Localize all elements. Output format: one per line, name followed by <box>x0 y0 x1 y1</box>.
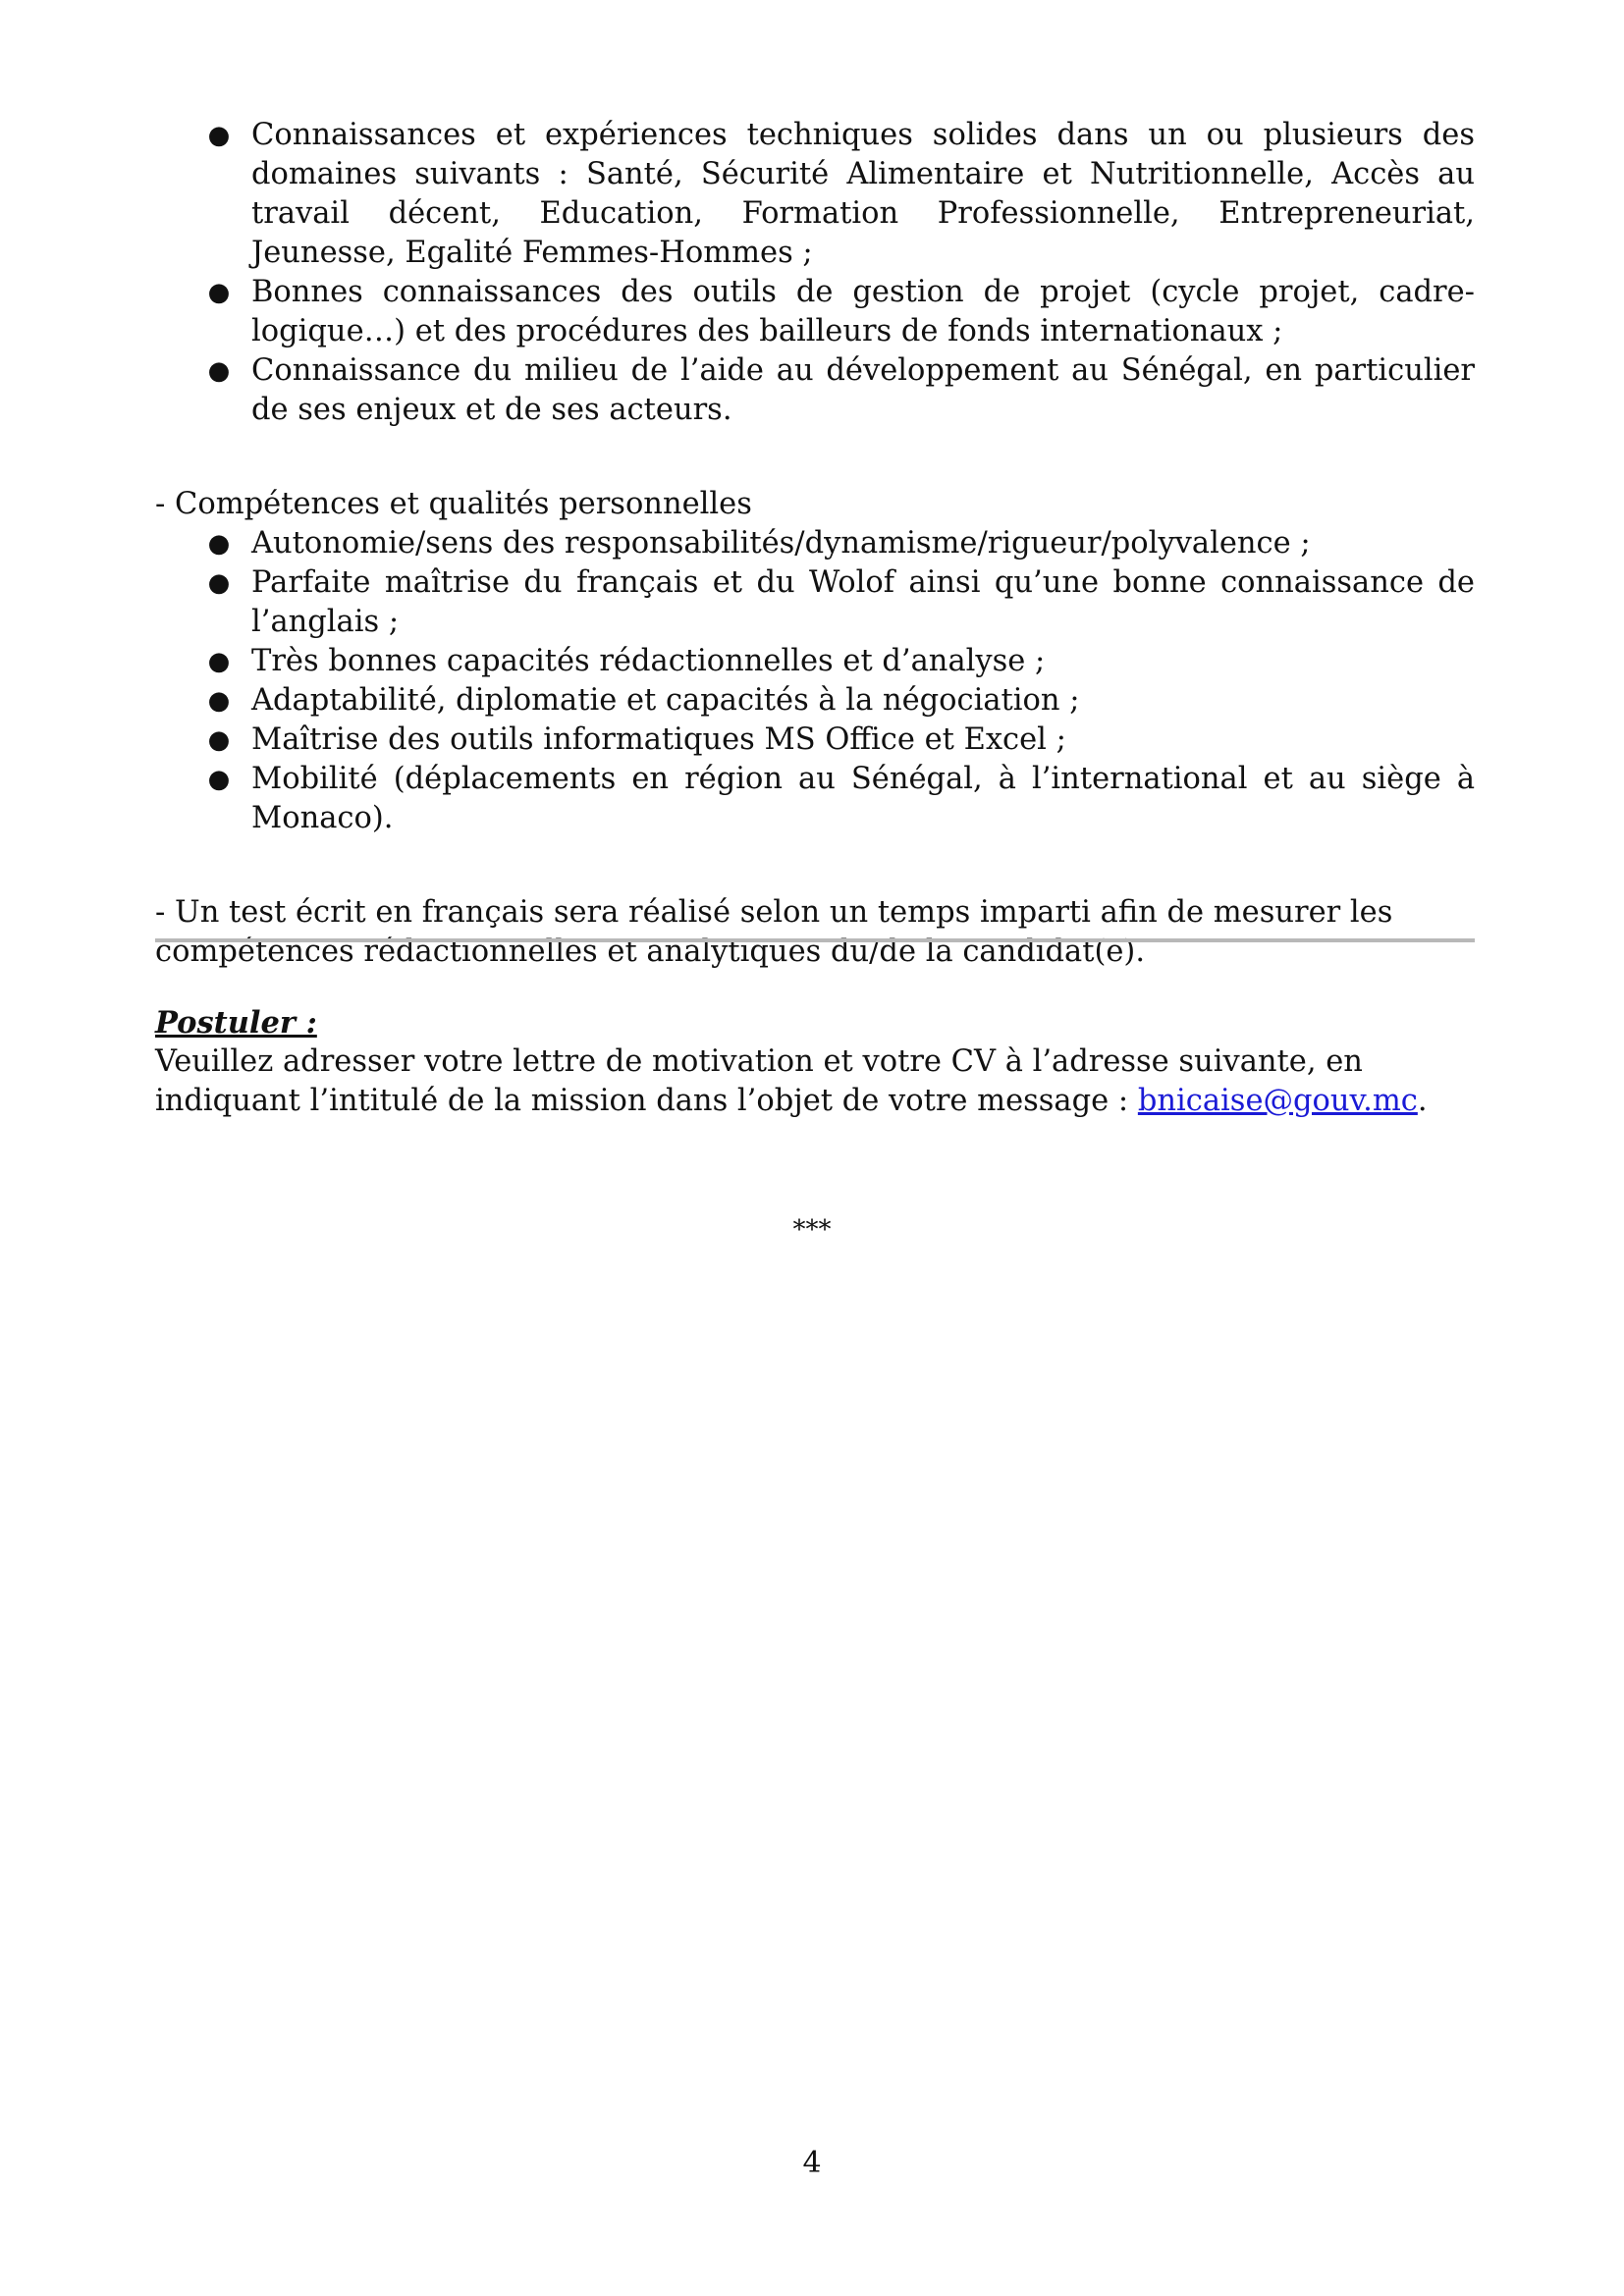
list-item <box>155 760 1475 838</box>
list-item-text: Mobilité (déplacements en région au Sénégal, à l’international et au siège à Monaco). <box>251 762 1475 835</box>
list-item-text: Maîtrise des outils informatiques MS Office et Excel ; <box>251 722 1066 757</box>
list-item-text: Très bonnes capacités rédactionnelles et d’analyse ; <box>251 644 1046 678</box>
apply-text: Veuillez adresser votre lettre de motivation et votre CV à l’adresse suivante, en indiquant l’intitulé de la mission dans l’objet de votre message : <box>155 1044 1363 1118</box>
list-item-text: Connaissance du milieu de l’aide au développement au Sénégal, en particulier de ses enjeux et de ses acteurs. <box>251 353 1475 427</box>
bullet-icon: ● <box>207 278 231 307</box>
list-item-text: Bonnes connaissances des outils de gestion de projet (cycle projet, cadre-logique…) et des procédures des bailleurs de fonds internationaux ; <box>251 275 1475 348</box>
apply-instructions <box>155 1042 1475 1121</box>
list-item-text: Connaissances et expériences techniques solides dans un ou plusieurs des domaines suivants : Santé, Sécurité Alimentaire et Nutritionnelle, Accès au travail décent, Education, Formation Professionnelle, Entrepreneuriat, Jeunesse, Egalité Femmes-Hommes ; <box>251 118 1475 270</box>
list-item-text: Parfaite maîtrise du français et du Wolof ainsi qu’une bonne connaissance de l’anglais ; <box>251 565 1475 639</box>
email-link[interactable]: bnicaise@gouv.mc <box>1137 1084 1418 1118</box>
main-content <box>155 116 1475 972</box>
list-item <box>155 563 1475 642</box>
bullet-icon: ● <box>207 765 231 794</box>
list-item <box>155 681 1475 721</box>
bullet-icon: ● <box>207 356 231 386</box>
bullet-icon: ● <box>207 725 231 755</box>
list-item <box>155 273 1475 351</box>
apply-heading: Postuler : <box>155 1005 317 1041</box>
apply-trailing-punctuation: . <box>1417 1084 1428 1118</box>
written-test-note: - Un test écrit en français sera réalisé selon un temps imparti afin de mesurer les compétences rédactionnelles et analytiques du/de la candidat(e). <box>155 895 1393 969</box>
list-item-text: Autonomie/sens des responsabilités/dynamisme/rigueur/polyvalence ; <box>251 526 1311 561</box>
list-item <box>155 116 1475 273</box>
bullet-icon: ● <box>207 647 231 676</box>
tech-knowledge-list <box>155 116 1475 430</box>
list-item <box>155 351 1475 430</box>
apply-section <box>155 1003 1475 1121</box>
bullet-icon: ● <box>207 568 231 598</box>
bullet-icon: ● <box>207 121 231 150</box>
list-item <box>155 524 1475 563</box>
list-item-text: Adaptabilité, diplomatie et capacités à la négociation ; <box>251 683 1080 718</box>
list-item <box>155 721 1475 760</box>
personal-skills-heading: - Compétences et qualités personnelles <box>155 487 752 521</box>
bullet-icon: ● <box>207 529 231 559</box>
personal-skills-list <box>155 524 1475 838</box>
bullet-icon: ● <box>207 686 231 716</box>
page-number: 4 <box>802 2146 822 2180</box>
list-item <box>155 642 1475 681</box>
section-separator-stars: *** <box>792 1215 832 1245</box>
horizontal-divider <box>155 938 1475 942</box>
